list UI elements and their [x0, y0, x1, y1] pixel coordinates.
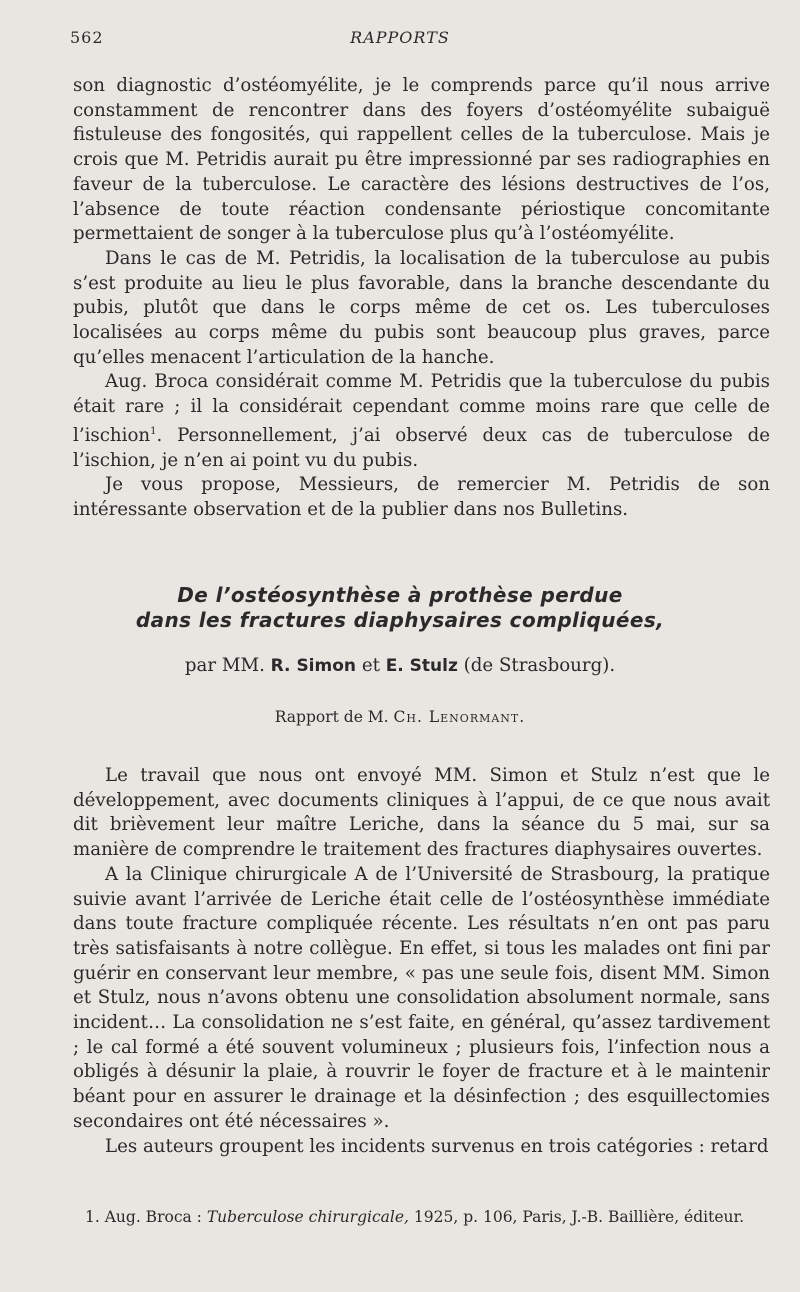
paragraph: A la Clinique chirurgicale A de l’Université de Strasbourg, la pratique suivie avant l’arrivée de Leriche était celle de l’ostéosynthèse immédiate dans toute fracture compliquée récente. Les résultats n’en ont pas paru très satisfaisants à notre collègue. En effet, si tous les malades ont fini par guérir en conservant leur membre, « pas une seule fois, disent MM. Simon et Stulz, nous n’avons obtenu une consolidation absolument normale, sans incident… La consolidation ne s’est faite, en général, qu’assez tardivement ; le cal formé a été souvent volumineux ; plusieurs fois, l’infection nous a obligés à désunir la plaie, à rouvrir le foyer de fracture et à le maintenir béant pour en assurer le drainage et la désinfection ; des esquillectomies secondaires ont été nécessaires ».: [73, 863, 770, 1132]
paragraph: Les auteurs groupent les incidents survenus en trois catégories : retard: [105, 1135, 769, 1157]
byline-suffix: (de Strasbourg).: [463, 655, 616, 676]
running-head: [0, 28, 800, 52]
byline: [0, 655, 800, 676]
footnote-author: Aug. Broca :: [104, 1208, 202, 1226]
paragraph-text: Aug. Broca considérait comme M. Petridis que la tuberculose du pubis était rare ; il la considérait cependant comme moins rare que celle de l’ischion: [73, 371, 770, 446]
paragraph: Dans le cas de M. Petridis, la localisation de la tuberculose au pubis s’est produite au lieu le plus favorable, dans la branche descendante du pubis, plutôt que dans le corps même de cet os. Les tuberculoses localisées au corps même du pubis sont beaucoup plus graves, parce qu’elles menacent l’articulation de la hanche.: [73, 247, 770, 368]
body-text: [73, 764, 770, 1159]
footnote-details: 1925, p. 106, Paris, J.-B. Baillière, éditeur.: [413, 1208, 745, 1226]
article-title-line: De l’ostéosynthèse à prothèse perdue: [177, 583, 623, 607]
author-name: E. Stulz: [385, 656, 458, 676]
continuation-text: [73, 74, 770, 523]
byline-prefix: par MM.: [184, 655, 265, 676]
report-prefix: Rapport de M.: [274, 708, 389, 726]
footnote-marker: 1: [150, 425, 157, 437]
paragraph: Le travail que nous ont envoyé MM. Simon et Stulz n’est que le développement, avec documents cliniques à l’appui, de ce que nous avait dit brièvement leur maître Leriche, dans la séance du 5 mai, sur sa manière de comprendre le traitement des fractures diaphysaires ouvertes.: [73, 765, 770, 861]
article-title: [0, 583, 800, 633]
page-number: 562: [70, 28, 104, 47]
paragraph: [73, 370, 770, 473]
paragraph-text: . Personnellement, j’ai observé deux cas de tuberculose de l’ischion, je n’en ai point vu du pubis.: [73, 424, 770, 471]
reporter-name: Ch. Lenormant.: [393, 708, 526, 726]
footnote-work: Tuberculose chirurgicale,: [206, 1208, 409, 1226]
byline-and: et: [361, 655, 380, 676]
report-line: [0, 708, 800, 726]
article-title-line: dans les fractures diaphysaires compliquées,: [135, 608, 665, 632]
paragraph: son diagnostic d’ostéomyélite, je le comprends parce qu’il nous arrive constamment de rencontrer dans des foyers d’ostéomyélite subaiguë fistuleuse des fongosités, qui rappellent celles de la tuberculose. Mais je crois que M. Petridis aurait pu être impressionné par ses radiographies en faveur de la tuberculose. Le caractère des lésions destructives de l’os, l’absence de toute réaction condensante périostique concomitante permettaient de songer à la tuberculose plus qu’à l’ostéomyélite.: [73, 75, 770, 245]
footnote-number: 1.: [85, 1208, 100, 1226]
running-title: RAPPORTS: [350, 28, 450, 47]
author-name: R. Simon: [270, 656, 357, 676]
paragraph: Je vous propose, Messieurs, de remercier M. Petridis de son intéressante observation et de la publier dans nos Bulletins.: [73, 474, 770, 521]
footnote: [73, 1207, 770, 1227]
